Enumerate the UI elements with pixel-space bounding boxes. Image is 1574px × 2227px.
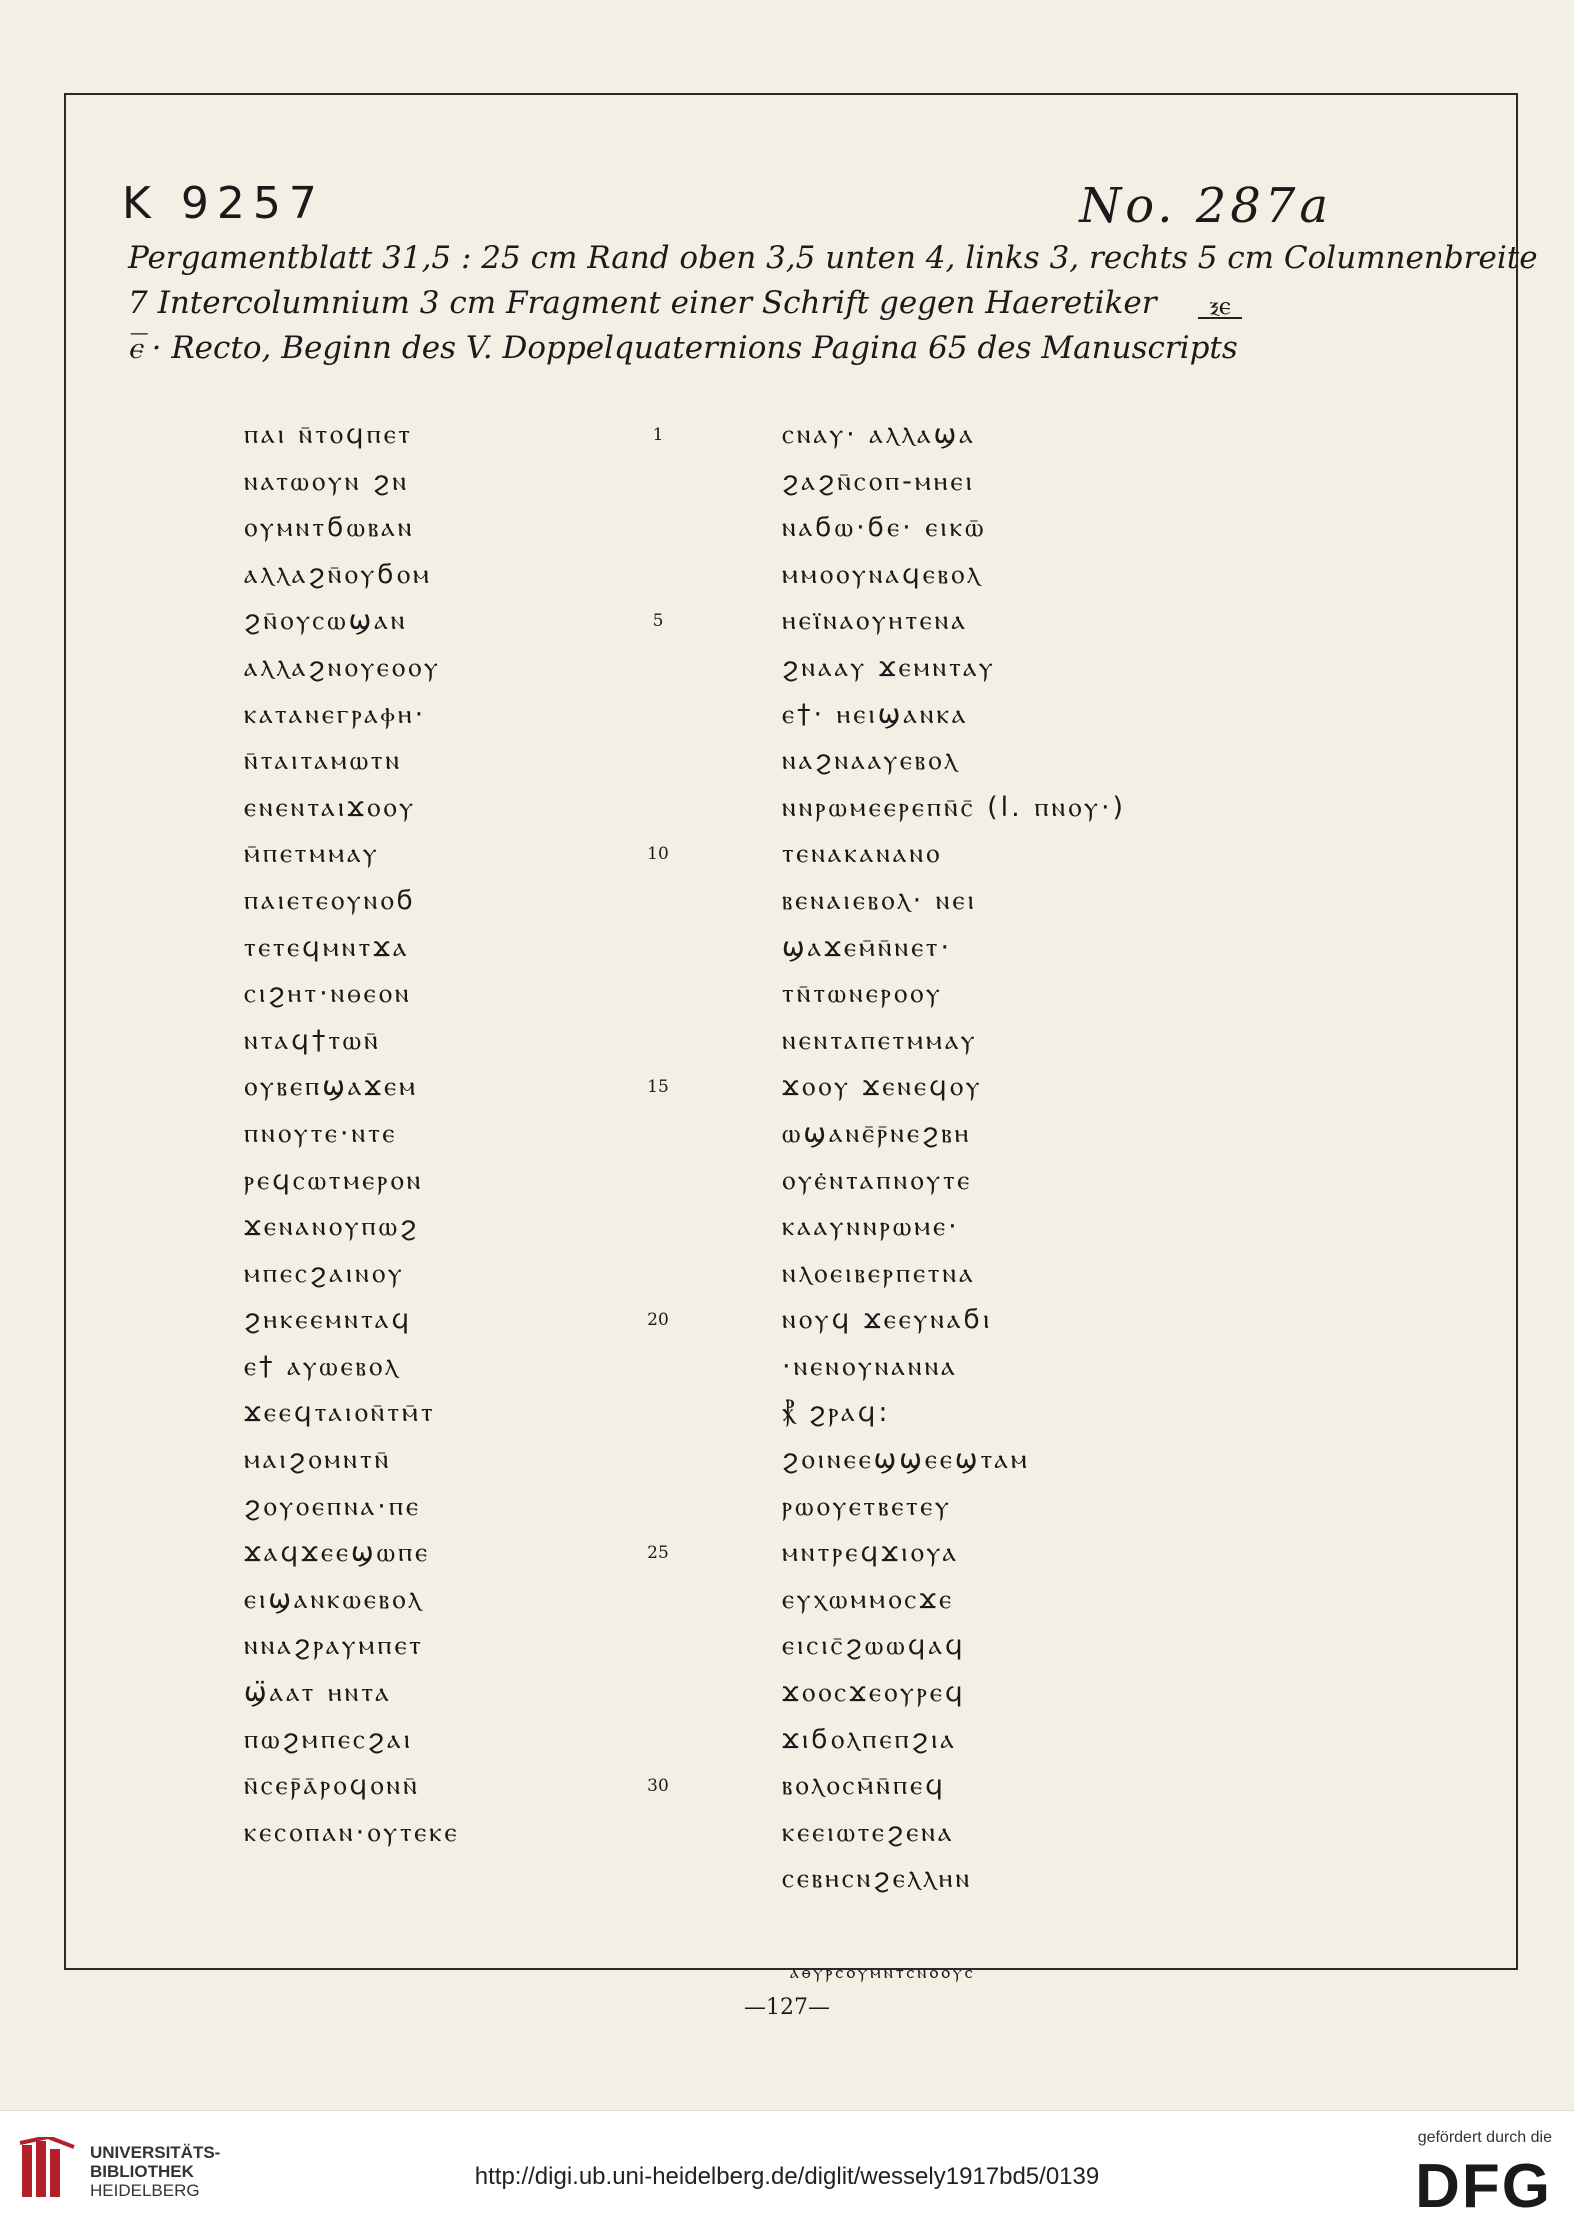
right-column-line: ⲛⲁϩⲛⲁⲁⲩⲉⲃⲟⲗ: [782, 745, 960, 777]
right-column-line: ⲉⲩⲭⲱⲙⲙⲟⲥϫⲉ: [782, 1583, 955, 1615]
left-column-line: ⲉ† ⲁⲩⲱⲉⲃⲟⲗ: [244, 1350, 401, 1382]
left-text-column: [244, 412, 624, 1856]
left-column-line: ⲛⲛⲁϩⲣⲁⲩⲙⲡⲉⲧ: [244, 1630, 424, 1662]
left-column-line: ⲛ̄ⲥⲉⲣ̄ⲁ̄ⲣⲟϥⲟⲛⲛ̄: [244, 1770, 420, 1802]
right-column-line: ⲕⲉⲉⲓⲱⲧⲉϩⲉⲛⲁ: [782, 1816, 955, 1848]
right-column-line: ⲱϣⲁⲛⲉ̄ⲣ̄ⲛⲉϩⲃⲏ: [782, 1117, 972, 1149]
right-text-column: [782, 412, 1202, 1996]
line-number-spacer: [638, 878, 678, 925]
right-column-line: ⲛⲛⲣⲱⲙⲉⲉⲣⲉⲡⲛ̄ⲥ̄ (l. ⲡⲛⲟⲩ·): [782, 791, 1127, 823]
line-number-spacer: [638, 1111, 678, 1158]
left-column-line: ⲙⲡⲉⲥϩⲁⲓⲛⲟⲩ: [244, 1257, 405, 1289]
line-number-spacer: [638, 1670, 678, 1717]
dfg-logo: DFG: [1415, 2152, 1552, 2221]
left-column-line: ⲟⲩⲙⲛⲧϭⲱⲃⲁⲛ: [244, 512, 415, 544]
right-column-line: ⲃⲉⲛⲁⲓⲉⲃⲟⲗ· ⲛⲉⲓ: [782, 884, 977, 916]
library-name: UNIVERSITÄTS- BIBLIOTHEK HEIDELBERG: [90, 2143, 221, 2200]
left-column-line: ⲕⲁⲧⲁⲛⲉⲅⲣⲁⲫⲏ·: [244, 698, 427, 730]
right-column-line: ⲛⲉⲛⲧⲁⲡⲉⲧⲙⲙⲁⲩ: [782, 1024, 978, 1056]
permalink-url[interactable]: http://digi.ub.uni-heidelberg.de/diglit/wessely1917bd5/0139: [474, 2163, 1100, 2190]
line-number-column: [638, 412, 678, 1856]
right-column-line: ⲥⲛⲁⲩ· ⲁⲗⲗⲁϣⲁ: [782, 419, 976, 450]
right-column-line: ϫⲓϭⲟⲗⲡⲉⲡϩⲓⲁ: [782, 1723, 957, 1755]
line-number-spacer: [638, 645, 678, 692]
line-number-spacer: [638, 785, 678, 832]
left-column-line: ⲧⲉⲧⲉϥⲙⲛⲧϫⲁ: [244, 931, 410, 963]
funded-by-label: gefördert durch die: [1417, 2129, 1552, 2146]
right-column-line: ϫⲟⲟⲥϫⲉⲟⲩⲣⲉϥ: [782, 1677, 966, 1709]
line-number-spacer: [638, 971, 678, 1018]
left-column-line: ϫⲁϥϫⲉⲉϣⲱⲡⲉ: [244, 1537, 431, 1569]
left-column-line: ⲡⲛⲟⲩⲧⲉ·ⲛⲧⲉ: [244, 1117, 398, 1149]
line-number-spacer: [638, 1717, 678, 1764]
left-column-line: ⲛⲧⲁϥ†ⲧⲱⲛ̄: [244, 1024, 381, 1056]
line-number-spacer: [638, 1018, 678, 1065]
left-column-line: ⲡⲁⲓ ⲛ̄ⲧⲟϥⲡⲉⲧ: [244, 419, 413, 450]
line-number-spacer: [638, 1344, 678, 1391]
left-column-line: ⲣⲉϥⲥⲱⲧⲙⲉⲣⲟⲛ: [244, 1164, 424, 1196]
line-number-spacer: [638, 1251, 678, 1298]
right-column-line: ϩⲟⲓⲛⲉⲉϣϣⲉⲉϣⲧⲁⲙ: [782, 1444, 1030, 1476]
column-gap: [782, 1903, 1202, 1950]
line-number-spacer: [638, 1204, 678, 1251]
right-column-line: ⲉ†· ⲏⲉⲓϣⲁⲛⲕⲁ: [782, 698, 969, 730]
right-column-line: ⲛⲁϭⲱ·ϭⲉ· ⲉⲓⲕⲱ̄: [782, 512, 987, 544]
left-column-line: ⲁⲗⲗⲁϩⲛ̄ⲟⲩϭⲟⲙ: [244, 558, 432, 590]
right-column-line: ⲧⲛ̄ⲧⲱⲛⲉⲣⲟⲟⲩ: [782, 978, 943, 1010]
left-column-line: ⲛⲁⲧⲱⲟⲩⲛ ϩⲛ: [244, 465, 410, 497]
line-number: 5: [652, 611, 664, 632]
line-number-spacer: [638, 1437, 678, 1484]
right-column-line: ⲟⲩⲉ̇ⲛⲧⲁⲡⲛⲟⲩⲧⲉ: [782, 1164, 973, 1196]
left-column-line: ⲁⲗⲗⲁϩⲛⲟⲩⲉⲟⲟⲩ: [244, 651, 441, 683]
line-number: 1: [652, 425, 664, 445]
line-number: 25: [647, 1543, 669, 1564]
left-column-line: ⲙ̄ⲡⲉⲧⲙⲙⲁⲩ: [244, 838, 380, 870]
left-column-line: ϩⲛ̄ⲟⲩⲥⲱϣⲁⲛ: [244, 605, 408, 637]
left-column-line: ϫⲉⲉϥⲧⲁⲓⲟⲛ̄ⲧⲙ̄ⲧ: [244, 1397, 436, 1429]
left-column-line: ⲡⲱϩⲙⲡⲉⲥϩⲁⲓ: [244, 1723, 414, 1755]
left-column-line: ϫⲉⲛⲁⲛⲟⲩⲡⲱϩ: [244, 1211, 420, 1243]
right-column-line: ⲛⲗⲟⲉⲓⲃⲉⲣⲡⲉⲧⲛⲁ: [782, 1257, 976, 1289]
line-number-spacer: [638, 1158, 678, 1205]
right-column-footnote-line: ⲁⲑⲩⲣⲥⲟⲩⲙⲛⲧⲥⲛⲟⲟⲩⲥ: [790, 1961, 976, 1983]
left-column-line: ⲉⲓϣⲁⲛⲕⲱⲉⲃⲟⲗ: [244, 1583, 424, 1615]
left-column-line: ϩⲏⲕⲉⲉⲙⲛⲧⲁϥ: [244, 1304, 413, 1336]
right-column-line: ⲏⲉⲓ̈ⲛⲁⲟⲩⲏⲧⲉⲛⲁ: [782, 605, 968, 637]
right-column-line: ϩⲛⲁⲁⲩ ϫⲉⲙⲛⲧⲁⲩ: [782, 651, 996, 683]
right-column-line: ⲙⲙⲟⲟⲩⲛⲁϥⲉⲃⲟⲗ: [782, 558, 983, 590]
line-number-spacer: [638, 692, 678, 739]
line-number-spacer: [638, 1810, 678, 1857]
page-number: —127—: [744, 1995, 830, 2020]
right-column-line: ⲉⲓⲥⲓⲥ̄ϩⲱⲱϥⲁϥ: [782, 1630, 966, 1662]
left-column-line: ⲙⲁⲓϩⲟⲙⲛⲧⲛ̄: [244, 1444, 392, 1476]
left-column-line: ⲕⲉⲥⲟⲡⲁⲛ·ⲟⲩⲧⲉⲕⲉ: [244, 1816, 460, 1848]
left-column-line: ⲟⲩⲃⲉⲡϣⲁϫⲉⲙ: [244, 1071, 419, 1103]
right-column-line: ⲙⲛⲧⲣⲉϥϫⲓⲟⲩⲁ: [782, 1537, 959, 1569]
line-number: 15: [647, 1077, 669, 1098]
footer-bar: [0, 2110, 1574, 2227]
right-column-line: ϫⲟⲟⲩ ϫⲉⲛⲉϥⲟⲩ: [782, 1071, 983, 1103]
right-column-line: ·ⲛⲉⲛⲟⲩⲛⲁⲛⲛⲁ: [782, 1350, 958, 1382]
line-number: 30: [647, 1776, 669, 1797]
right-column-line: ⲕⲁⲁⲩⲛⲛⲣⲱⲙⲉ·: [782, 1211, 960, 1243]
description-line-1: Pergamentblatt 31,5 : 25 cm Rand oben 3,5 unten 4, links 3, rechts 5 cm Columnenbreite: [128, 240, 1538, 276]
line-number-spacer: [638, 459, 678, 506]
right-column-line: ⲧⲉⲛⲁⲕⲁⲛⲁⲛⲟ: [782, 838, 943, 870]
quire-mark: ⲝⲉ: [1198, 295, 1242, 319]
line-number-spacer: [638, 1577, 678, 1624]
left-column-line: ϣ̈ⲁⲁⲧ ⲏⲛⲧⲁ: [244, 1677, 392, 1709]
right-column-line: ⲃⲟⲗⲟⲥⲙ̄ⲛ̄ⲡⲉϥ: [782, 1770, 946, 1802]
right-column-line: ⲛⲟⲩϥ ϫⲉⲉⲩⲛⲁϭⲓ: [782, 1304, 993, 1336]
left-column-line: ϩⲟⲩⲟⲉⲡⲛⲁ·ⲡⲉ: [244, 1490, 421, 1522]
right-column-line: ϩⲁϩⲛ̄ⲥⲟⲡ-ⲙⲏⲉⲓ: [782, 465, 975, 497]
right-column-line: ⲣⲱⲟⲩⲉⲧⲃⲉⲧⲉⲩ: [782, 1490, 952, 1522]
line-number-spacer: [638, 1390, 678, 1437]
left-column-line: ⲛ̄ⲧⲁⲓⲧⲁⲙⲱⲧⲛ: [244, 745, 403, 777]
line-number: 10: [647, 844, 669, 865]
shelfmark: K 9257: [122, 178, 325, 229]
line-number-spacer: [638, 738, 678, 785]
line-number: 20: [647, 1310, 669, 1331]
line-number-spacer: [638, 1484, 678, 1531]
line-number-spacer: [638, 1623, 678, 1670]
right-column-line: ⲥⲉⲃⲏⲥⲛϩⲉⲗⲗⲏⲛ: [782, 1863, 973, 1895]
left-column-line: ⲡⲁⲓⲉⲧⲉⲟⲩⲛⲟϭ: [244, 884, 417, 916]
left-column-line: ⲉⲛⲉⲛⲧⲁⲓϫⲟⲟⲩ: [244, 791, 417, 823]
description-line-3: ⲉ̅ · Recto, Beginn des V. Doppelquaternions Pagina 65 des Manuscripts: [128, 330, 1238, 366]
item-number: No. 287a: [1079, 178, 1332, 234]
line-number-spacer: [638, 552, 678, 599]
left-column-line: ⲥⲓϩⲏⲧ·ⲛⲑⲉⲟⲛ: [244, 978, 412, 1010]
right-column-line: ϣⲁϫⲉⲙ̄ⲛ̄ⲛⲉⲧ·: [782, 931, 953, 963]
line-number-spacer: [638, 925, 678, 972]
description-line-2: 7 Intercolumnium 3 cm Fragment einer Schrift gegen Haeretiker: [128, 285, 1157, 321]
right-column-line: ⳩ ϩⲣⲁϥ:: [782, 1397, 891, 1429]
line-number-spacer: [638, 505, 678, 552]
